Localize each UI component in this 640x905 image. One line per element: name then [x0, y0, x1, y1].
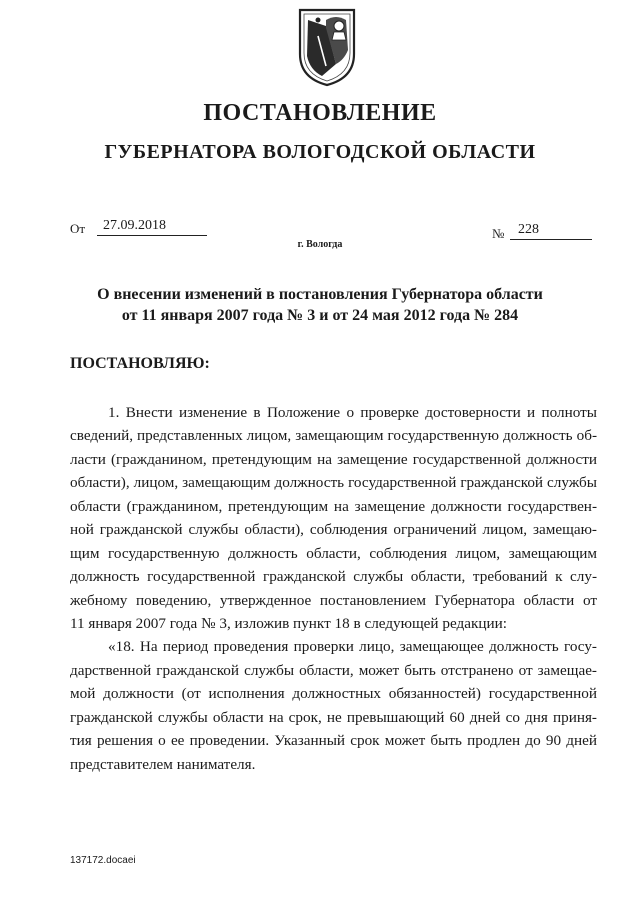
vologda-coat-of-arms-icon [296, 6, 358, 88]
body-line: тия решения о ее проведении. Указанный срок может быть продлен до 90 дней [70, 732, 597, 750]
document-number: 228 [510, 221, 592, 240]
number-label: № [492, 226, 505, 241]
body-line: области (гражданином, претендующим на замещение должности государствен- [70, 497, 597, 515]
city-name: г. Вологда [297, 239, 343, 250]
body-line: гражданской службы области на срок, не превышающий 60 дней со дня приня- [70, 708, 597, 726]
body-line: должность государственной гражданской службы области, требований к слу- [70, 568, 597, 586]
body-line: «18. На период проведения проверки лицо, замещающее должность госу- [108, 638, 597, 656]
body-line: сведений, представленных лицом, замещающим государственную должность об- [70, 427, 597, 445]
body-line: ной гражданской службы области), соблюдения ограничений лицом, замещаю- [70, 521, 597, 539]
subject-line: О внесении изменений в постановления Губернатора области [97, 286, 543, 303]
decree-word: ПОСТАНОВЛЯЮ: [70, 355, 210, 372]
subject-line: от 11 января 2007 года № 3 и от 24 мая 2012 года № 284 [121, 307, 519, 324]
file-reference: 137172.docaei [70, 855, 136, 866]
document-body [70, 401, 597, 776]
body-line: 1. Внести изменение в Положение о проверке достоверности и полноты [108, 404, 597, 421]
body-line: представителем нанимателя. [70, 755, 256, 773]
body-line: мой должности (от исполнения должностных обязанностей) государственной [70, 685, 597, 703]
body-line: жебному поведению, утвержденное постановлением Губернатора области от [70, 591, 597, 609]
body-line: ласти (гражданином, претендующим на замещение государственной должности [70, 450, 597, 468]
document-title: ПОСТАНОВЛЕНИЕ [203, 100, 437, 126]
document-date: 27.09.2018 [97, 217, 207, 236]
body-line: области), лицом, замещающим должность государственной гражданской службы [70, 474, 597, 492]
body-line: дарственной гражданской службы области, может быть отстранено от замещае- [70, 661, 597, 679]
document-subject [0, 284, 640, 326]
body-line: 11 января 2007 года № 3, изложив пункт 18 в следующей редакции: [70, 614, 507, 632]
document-issuer: ГУБЕРНАТОРА ВОЛОГОДСКОЙ ОБЛАСТИ [104, 141, 536, 163]
date-label: От [70, 221, 86, 236]
body-line: щим государственную должность области, соблюдения лицом, замещающим [70, 544, 597, 562]
